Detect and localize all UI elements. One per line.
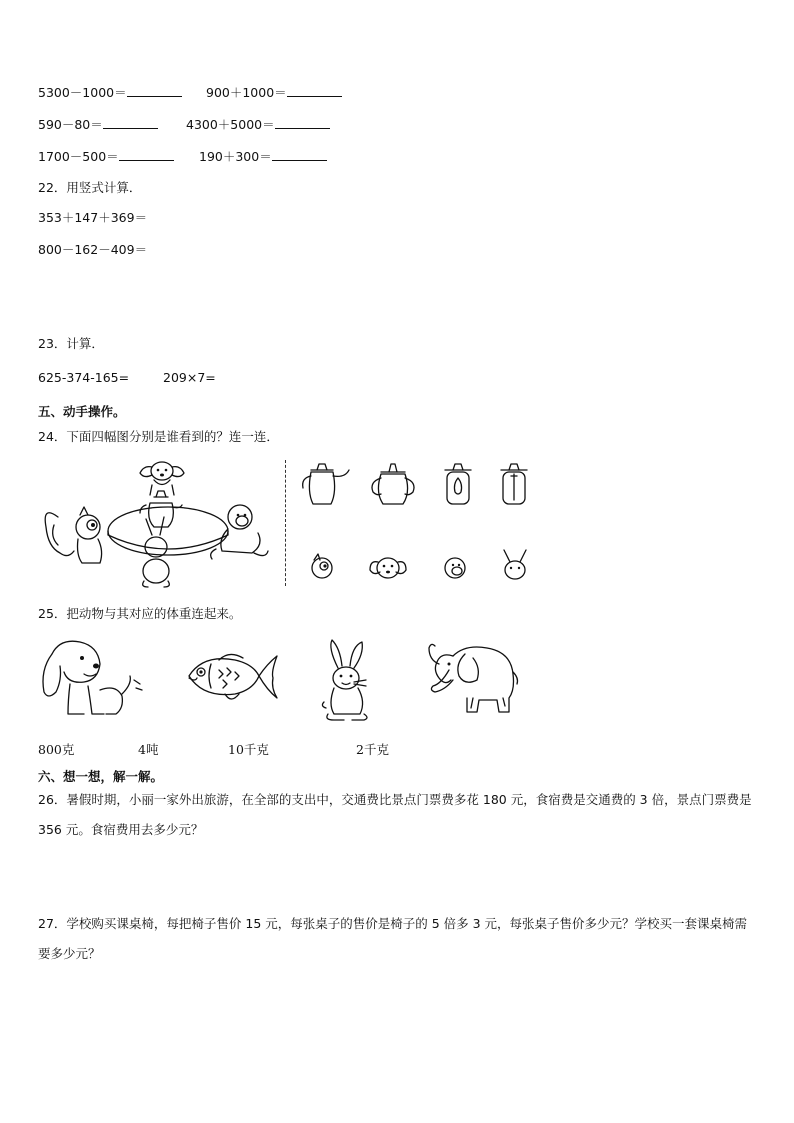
arith-row-2 [38,115,158,133]
arith-row-1b [206,83,342,101]
answer-blank[interactable] [272,150,327,161]
arith-expr: 900＋1000＝ [206,85,287,100]
arith-expr: 5300－1000＝ [38,85,127,100]
dog-illustration [40,636,145,721]
rabbit-illustration [318,638,378,722]
q25-title: 25．把动物与其对应的体重连起来。 [38,606,242,621]
section-5-heading: 五、动手操作。 [38,404,126,419]
arith-row-3 [38,147,174,165]
rabbit-head-icon [504,550,526,579]
teapot-view-2 [372,464,414,504]
arith-expr: 1700－500＝ [38,149,119,164]
answer-blank[interactable] [127,86,182,97]
monkey-head-icon [445,558,465,578]
squirrel-head-icon [312,554,332,578]
q26-text: 26．暑假时期，小丽一家外出旅游，在全部的支出中，交通费比景点门票费多花 180 元，食宿费是交通费的 3 倍，景点门票费是 356 元。食宿费用去多少元？ [38,792,752,837]
answer-blank[interactable] [103,118,158,129]
answer-blank[interactable] [119,150,174,161]
section-6-heading: 六、想一想，解一解。 [38,769,164,784]
teapot-view-4 [501,464,527,504]
teapot-view-1 [303,464,349,504]
arith-row-2b [186,115,330,133]
animal-heads [300,548,540,588]
q23-item-2: 209×7= [163,370,216,385]
q24-divider [285,460,286,586]
elephant-illustration [425,640,520,718]
arith-row-1 [38,83,182,101]
teapot-view-3 [445,464,471,504]
arith-expr: 4300＋5000＝ [186,117,275,132]
weight-label-4: 2千克 [356,742,389,757]
q23-title: 23．计算． [38,336,104,351]
teapot-views [295,460,545,510]
dog-head-icon [370,558,406,578]
weight-label-3: 10千克 [228,742,269,757]
arith-row-3b [199,147,327,165]
q22-title: 22．用竖式计算． [38,180,142,195]
answer-blank[interactable] [275,118,330,129]
answer-blank[interactable] [287,86,342,97]
q22-item-1: 353＋147＋369＝ [38,210,148,225]
q27-text: 27．学校购买课桌椅，每把椅子售价 15 元，每张桌子的售价是椅子的 5 倍多 3 元，每张桌子售价多少元？学校买一套课桌椅需要多少元？ [38,916,748,961]
q24-title: 24．下面四幅图分别是谁看到的？连一连． [38,429,279,444]
weight-label-1: 800克 [38,742,75,757]
q22-item-2: 800－162－409＝ [38,242,148,257]
table-scene-illustration [40,455,272,590]
fish-illustration [185,648,280,708]
arith-expr: 590－80＝ [38,117,103,132]
arith-expr: 190＋300＝ [199,149,272,164]
weight-label-2: 4吨 [138,742,159,757]
q23-item-1: 625-374-165= [38,370,130,385]
